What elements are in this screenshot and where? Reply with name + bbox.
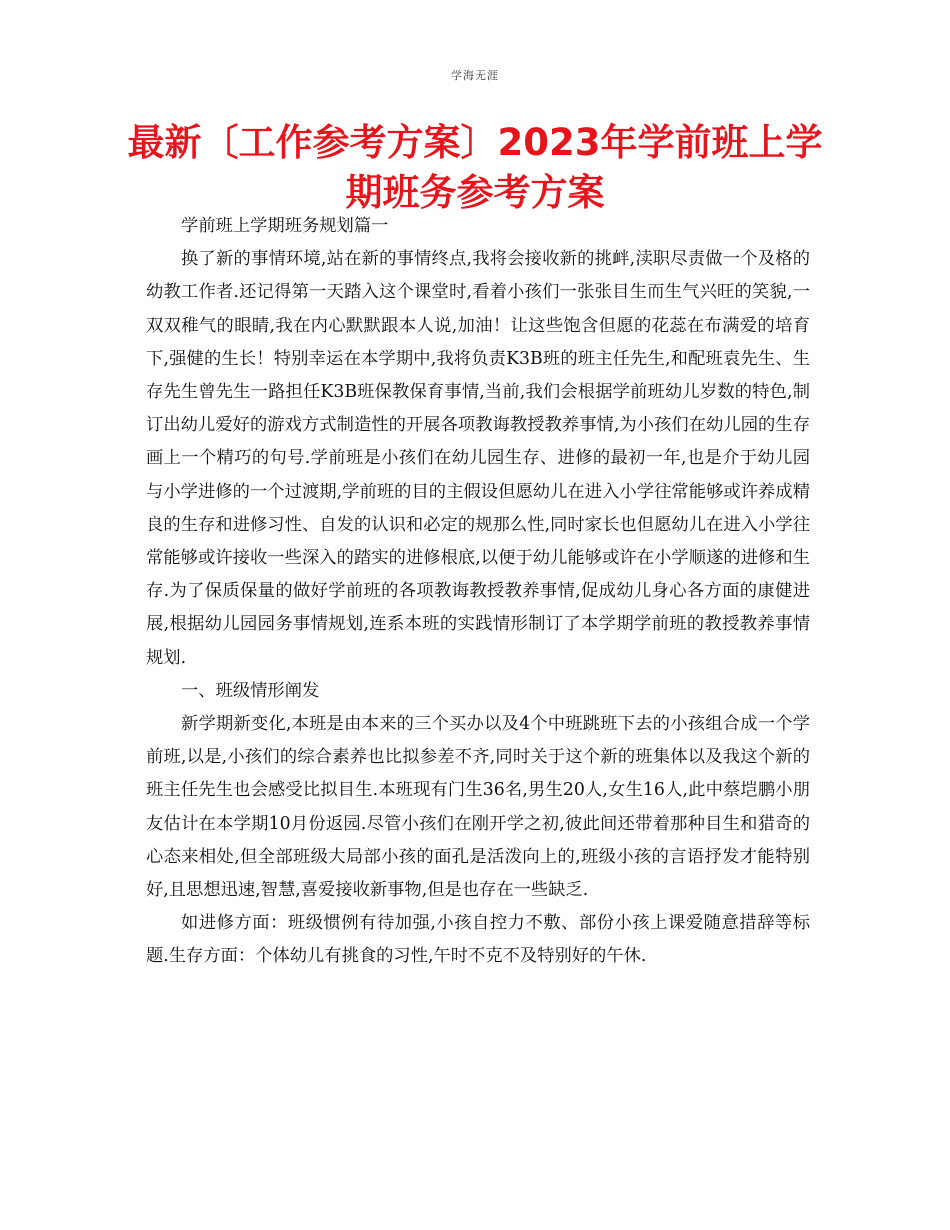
document-body bbox=[146, 210, 810, 974]
section-heading-class-analysis: 一、班级情形阐发 bbox=[181, 680, 320, 701]
paragraph-intro: 换了新的事情环境,站在新的事情终点,我将会接收新的挑衅,渎职尽责做一个及格的幼教工作者.还记得第一天踏入这个课堂时,看着小孩们一张张目生而生气兴旺的笑貌,一双双稚气的眼睛,我在内心默默跟本人说,加油！让这些饱含但愿的花蕊在布满爱的培育下,强健的生长！特别幸运在本学期中,我将负责K3B班的班主任先生,和配班袁先生、生存先生曾先生一路担任K3B班保教保育事情,当前,我们会根据学前班幼儿岁数的特色,制订出幼儿爱好的游戏方式制造性的开展各项教诲教授教养事情,为小孩们在幼儿园的生存画上一个精巧的句号.学前班是小孩们在幼儿园生存、进修的最初一年,也是介于幼儿园与小学进修的一个过渡期,学前班的目的主假设但愿幼儿在进入小学往常能够或许养成精良的生存和进修习性、自发的认识和必定的规那么性,同时家长也但愿幼儿在进入小学往常能够或许接收一些深入的踏实的进修根底,以便于幼儿能够或许在小学顺遂的进修和生存.为了保质保量的做好学前班的各项教诲教授教养事情,促成幼儿身心各方面的康健进展,根据幼儿园园务事情规划,连系本班的实践情形制订了本学期学前班的教授教养事情规划. bbox=[146, 249, 810, 668]
section-heading-plan: 学前班上学期班务规划篇一 bbox=[181, 216, 389, 236]
header-watermark: 学海无涯 bbox=[451, 69, 499, 82]
document-title: 最新〔工作参考方案〕2023年学前班上学期班务参考方案 bbox=[127, 121, 823, 214]
paragraph-class-analysis: 新学期新变化,本班是由本来的三个买办以及4个中班跳班下去的小孩组合成一个学前班,以是,小孩们的综合素养也比拟参差不齐,同时关于这个新的班集体以及我这个新的班主任先生也会感受比拟目生.本班现有门生36名,男生20人,女生16人,此中蔡垲鹏小朋友估计在本学期10月份返园.尽管小孩们在刚开学之初,彼此间还带着那种目生和猎奇的心态来相处,但全部班级大局部小孩的面孔是活泼向上的,班级小孩的言语抒发才能特别好,且思想迅速,智慧,喜爱接收新事物,但是也存在一些缺乏. bbox=[146, 714, 810, 901]
paragraph-shortcomings: 如进修方面：班级惯例有待加强,小孩自控力不敷、部份小孩上课爱随意措辞等标题.生存方面：个体幼儿有挑食的习性,午时不克不及特别好的午休. bbox=[146, 913, 810, 967]
